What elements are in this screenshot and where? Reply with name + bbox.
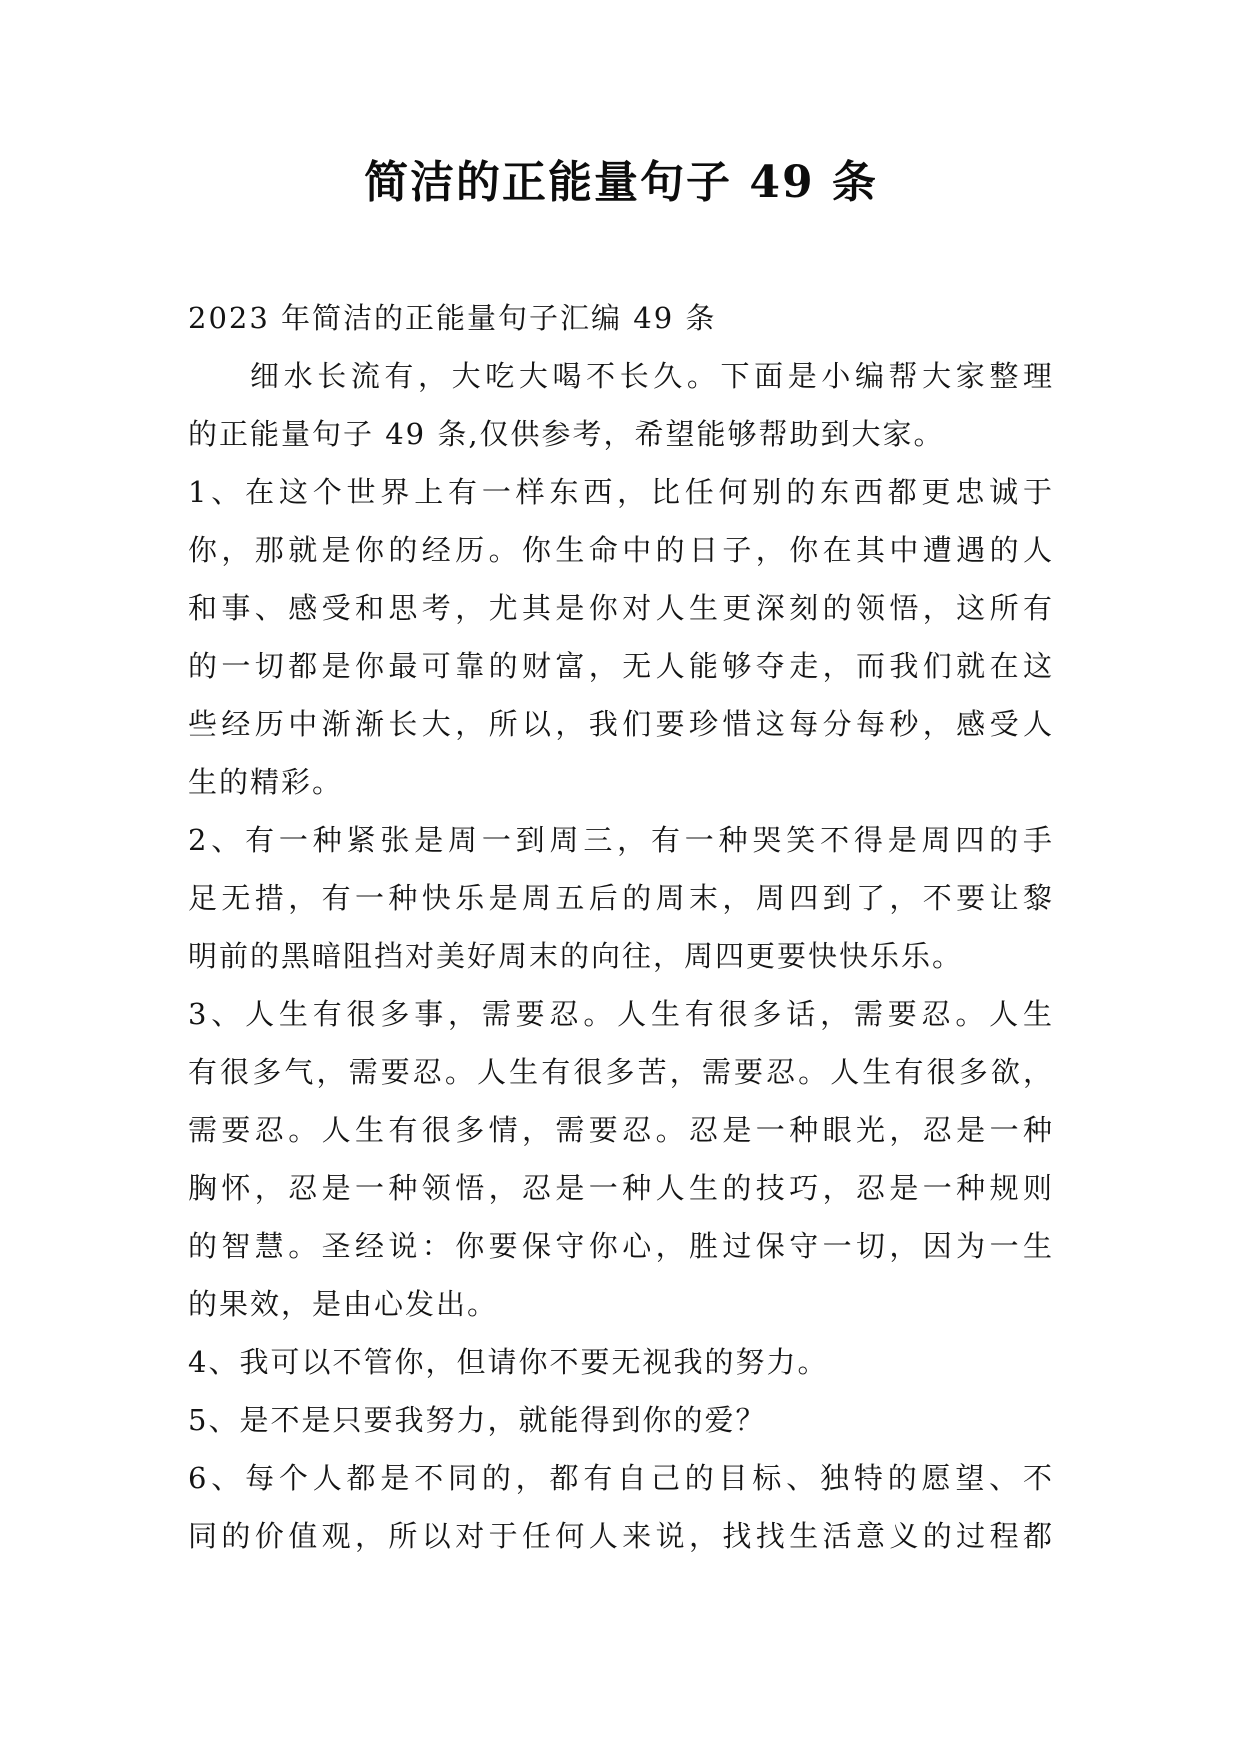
text-line: 的智慧。圣经说：你要保守你心，胜过保守一切，因为一生 [188,1229,1054,1263]
text-line: 的果效，是由心发出。 [188,1287,499,1321]
text-line: 细水长流有，大吃大喝不长久。下面是小编帮大家整理 [250,359,1054,393]
paragraph-item-1 [188,463,1054,811]
paragraph-item-2 [188,811,1054,985]
text-line: 足无措，有一种快乐是周五后的周末，周四到了，不要让黎 [188,881,1054,915]
text-line: 些经历中渐渐长大，所以，我们要珍惜这每分每秒，感受人 [188,707,1054,741]
text-line: 胸怀，忍是一种领悟，忍是一种人生的技巧，忍是一种规则 [188,1171,1054,1205]
doc-body [188,289,1054,1565]
text-line: 2、有一种紧张是周一到周三，有一种哭笑不得是周四的手 [188,823,1054,857]
doc-subtitle: 2023 年简洁的正能量句子汇编 49 条 [188,301,717,335]
text-line: 生的精彩。 [188,765,344,799]
text-line: 你，那就是你的经历。你生命中的日子，你在其中遭遇的人 [188,533,1054,567]
doc-title: 简洁的正能量句子 49 条 [364,157,878,208]
text-line: 5、是不是只要我努力，就能得到你的爱？ [188,1403,767,1437]
paragraph-item-6 [188,1449,1054,1565]
text-line: 6、每个人都是不同的，都有自己的目标、独特的愿望、不 [188,1461,1054,1495]
text-line: 4、我可以不管你，但请你不要无视我的努力。 [188,1345,829,1379]
text-line: 和事、感受和思考，尤其是你对人生更深刻的领悟，这所有 [188,591,1054,625]
paragraph-intro [188,347,1054,463]
text-line: 的正能量句子 49 条,仅供参考，希望能够帮助到大家。 [188,417,945,451]
text-line: 明前的黑暗阻挡对美好周末的向往，周四更要快快乐乐。 [188,939,964,973]
text-line: 1、在这个世界上有一样东西，比任何别的东西都更忠诚于 [188,475,1054,509]
text-line: 3、人生有很多事，需要忍。人生有很多话，需要忍。人生 [188,997,1054,1031]
paragraph-item-5 [188,1391,1054,1449]
text-line: 需要忍。人生有很多情，需要忍。忍是一种眼光，忍是一种 [188,1113,1054,1147]
paragraph-item-3 [188,985,1054,1333]
text-line: 有很多气，需要忍。人生有很多苦，需要忍。人生有很多欲， [188,1055,1054,1089]
text-line: 同的价值观，所以对于任何人来说，找找生活意义的过程都 [188,1519,1054,1553]
text-line: 的一切都是你最可靠的财富，无人能够夺走，而我们就在这 [188,649,1054,683]
paragraph-item-4 [188,1333,1054,1391]
